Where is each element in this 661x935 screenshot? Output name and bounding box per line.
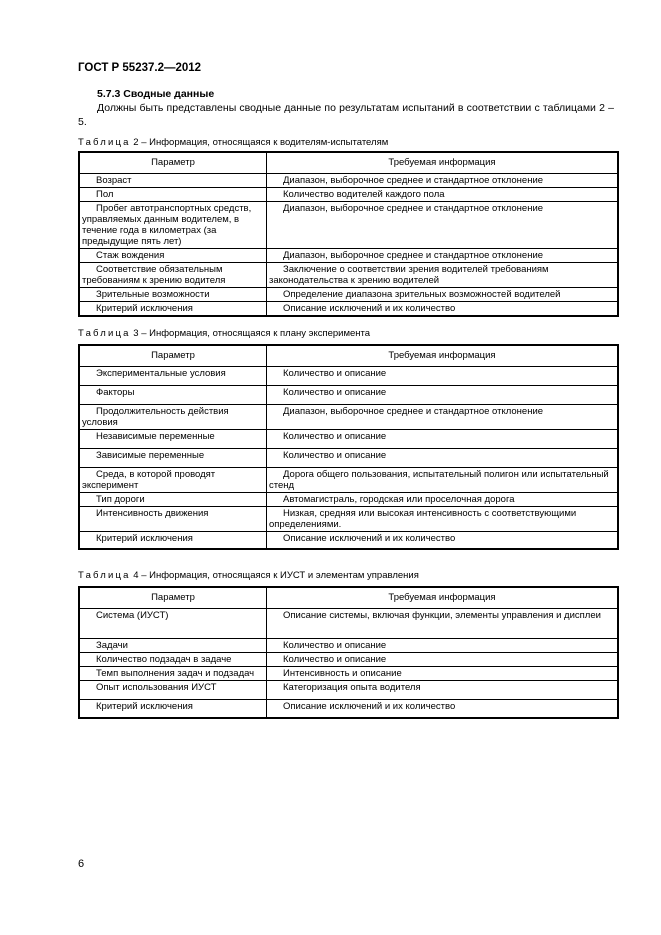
info-cell: Количество и описание bbox=[267, 429, 619, 448]
info-cell: Описание исключений и их количество bbox=[267, 531, 619, 549]
info-cell: Количество и описание bbox=[267, 638, 619, 652]
column-header: Параметр bbox=[79, 152, 267, 173]
table2-caption-text: 2 – Информация, относящаяся к водителям-испытателям bbox=[130, 137, 389, 148]
info-cell: Диапазон, выборочное среднее и стандартное отклонение bbox=[267, 248, 619, 262]
table3 bbox=[78, 344, 619, 550]
table-row bbox=[79, 506, 618, 531]
param-cell: Независимые переменные bbox=[79, 429, 267, 448]
info-cell: Описание исключений и их количество bbox=[267, 699, 619, 718]
info-cell: Количество и описание bbox=[267, 652, 619, 666]
param-cell: Среда, в которой проводят эксперимент bbox=[79, 467, 267, 492]
info-cell: Описание исключений и их количество bbox=[267, 301, 619, 316]
info-cell: Диапазон, выборочное среднее и стандартное отклонение bbox=[267, 201, 619, 248]
table-row bbox=[79, 531, 618, 549]
param-cell: Критерий исключения bbox=[79, 301, 267, 316]
param-cell: Факторы bbox=[79, 385, 267, 404]
info-cell: Дорога общего пользования, испытательный полигон или испытательный стенд bbox=[267, 467, 619, 492]
table4-caption-word: Таблица bbox=[78, 570, 131, 581]
param-cell: Опыт использования ИУСТ bbox=[79, 680, 267, 699]
param-cell: Система (ИУСТ) bbox=[79, 608, 267, 638]
table-header-row bbox=[79, 587, 618, 608]
table-header-row bbox=[79, 152, 618, 173]
info-cell: Автомагистраль, городская или проселочная дорога bbox=[267, 492, 619, 506]
param-cell: Пробег автотранспортных средств, управляемых данным водителем, в течение года в километрах (за предыдущие пять лет) bbox=[79, 201, 267, 248]
table-row bbox=[79, 429, 618, 448]
param-cell: Пол bbox=[79, 187, 267, 201]
info-cell: Категоризация опыта водителя bbox=[267, 680, 619, 699]
page-number: 6 bbox=[78, 858, 85, 870]
table-row bbox=[79, 699, 618, 718]
table2 bbox=[78, 151, 619, 317]
column-header: Требуемая информация bbox=[267, 152, 619, 173]
info-cell: Количество и описание bbox=[267, 385, 619, 404]
info-cell: Количество водителей каждого пола bbox=[267, 187, 619, 201]
table-row bbox=[79, 366, 618, 385]
param-cell: Критерий исключения bbox=[79, 699, 267, 718]
info-cell: Количество и описание bbox=[267, 448, 619, 467]
column-header: Параметр bbox=[79, 587, 267, 608]
param-cell: Критерий исключения bbox=[79, 531, 267, 549]
info-cell: Интенсивность и описание bbox=[267, 666, 619, 680]
table-row bbox=[79, 404, 618, 429]
table2-caption bbox=[78, 137, 388, 148]
table-row bbox=[79, 666, 618, 680]
table-row bbox=[79, 187, 618, 201]
table-row bbox=[79, 448, 618, 467]
table-row bbox=[79, 608, 618, 638]
info-cell: Описание системы, включая функции, элементы управления и дисплеи bbox=[267, 608, 619, 638]
table-row bbox=[79, 385, 618, 404]
section-title: 5.7.3 Сводные данные bbox=[97, 88, 215, 100]
param-cell: Количество подзадач в задаче bbox=[79, 652, 267, 666]
table4-caption bbox=[78, 570, 419, 581]
info-cell: Диапазон, выборочное среднее и стандартное отклонение bbox=[267, 173, 619, 187]
table3-caption-word: Таблица bbox=[78, 328, 131, 339]
table-header-row bbox=[79, 345, 618, 366]
column-header: Требуемая информация bbox=[267, 345, 619, 366]
table-row bbox=[79, 652, 618, 666]
table-row bbox=[79, 301, 618, 316]
table3-caption-text: 3 – Информация, относящаяся к плану эксперимента bbox=[130, 328, 371, 339]
param-cell: Стаж вождения bbox=[79, 248, 267, 262]
table2-caption-word: Таблица bbox=[78, 137, 131, 148]
info-cell: Определение диапазона зрительных возможностей водителей bbox=[267, 287, 619, 301]
column-header: Параметр bbox=[79, 345, 267, 366]
info-cell: Низкая, средняя или высокая интенсивность с соответствующими определениями. bbox=[267, 506, 619, 531]
column-header: Требуемая информация bbox=[267, 587, 619, 608]
table4-caption-text: 4 – Информация, относящаяся к ИУСТ и элементам управления bbox=[130, 570, 419, 581]
param-cell: Продолжительность действия условия bbox=[79, 404, 267, 429]
table3-caption bbox=[78, 328, 370, 339]
table-row bbox=[79, 638, 618, 652]
table-row bbox=[79, 680, 618, 699]
param-cell: Экспериментальные условия bbox=[79, 366, 267, 385]
table-row bbox=[79, 467, 618, 492]
info-cell: Диапазон, выборочное среднее и стандартное отклонение bbox=[267, 404, 619, 429]
param-cell: Зрительные возможности bbox=[79, 287, 267, 301]
info-cell: Заключение о соответствии зрения водителей требованиям законодательства к зрению водителей bbox=[267, 262, 619, 287]
param-cell: Интенсивность движения bbox=[79, 506, 267, 531]
table-row bbox=[79, 287, 618, 301]
document-header: ГОСТ Р 55237.2—2012 bbox=[78, 62, 202, 74]
param-cell: Задачи bbox=[79, 638, 267, 652]
intro-paragraph bbox=[78, 101, 614, 129]
table-row bbox=[79, 201, 618, 248]
table-row bbox=[79, 492, 618, 506]
param-cell: Соответствие обязательным требованиям к зрению водителя bbox=[79, 262, 267, 287]
intro-text: Должны быть представлены сводные данные по результатам испытаний в соответствии с таблицами 2 – 5. bbox=[78, 102, 614, 128]
table-row bbox=[79, 248, 618, 262]
param-cell: Темп выполнения задач и подзадач bbox=[79, 666, 267, 680]
param-cell: Возраст bbox=[79, 173, 267, 187]
param-cell: Зависимые переменные bbox=[79, 448, 267, 467]
table4 bbox=[78, 586, 619, 719]
table-row bbox=[79, 262, 618, 287]
param-cell: Тип дороги bbox=[79, 492, 267, 506]
info-cell: Количество и описание bbox=[267, 366, 619, 385]
table-row bbox=[79, 173, 618, 187]
